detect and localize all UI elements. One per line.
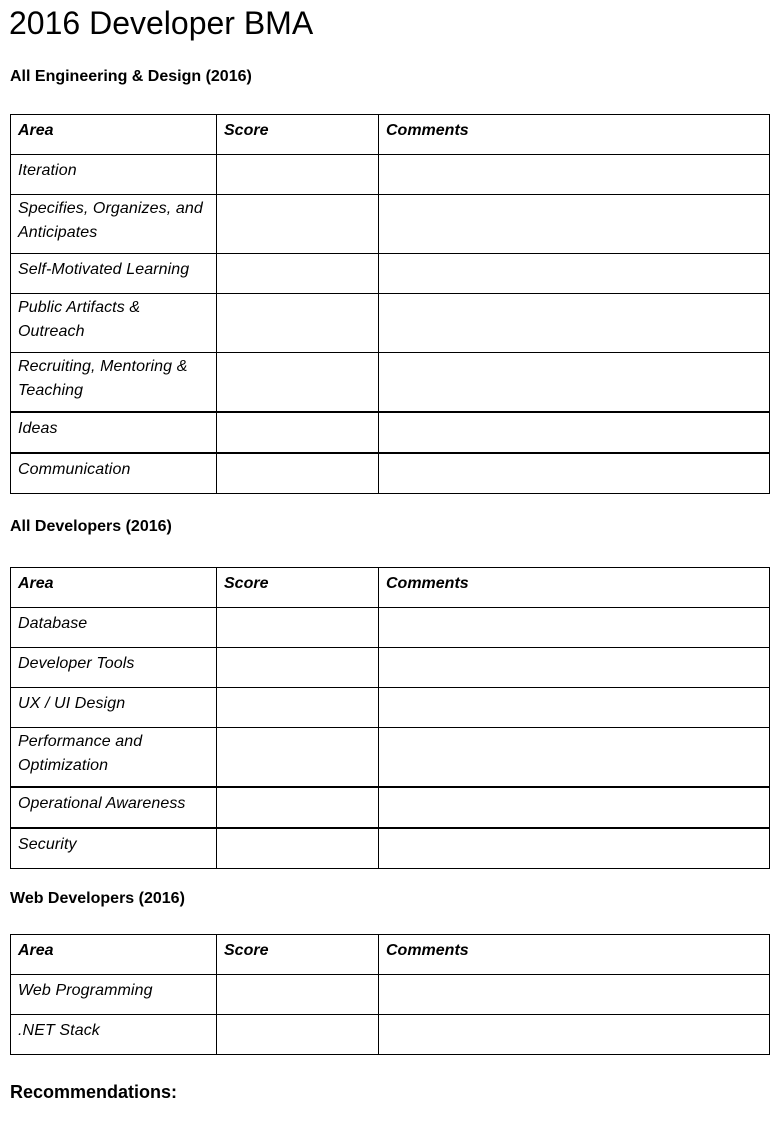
area-cell: Web Programming — [11, 975, 217, 1015]
comments-cell[interactable] — [379, 294, 770, 353]
area-cell: Security — [11, 828, 217, 869]
section-heading-engineering-design: All Engineering & Design (2016) — [10, 68, 252, 85]
table-header-row — [11, 935, 770, 975]
area-cell: Operational Awareness — [11, 787, 217, 828]
score-cell[interactable] — [217, 353, 379, 413]
comments-cell[interactable] — [379, 1015, 770, 1055]
column-header-comments: Comments — [379, 568, 770, 608]
table-row — [11, 608, 770, 648]
score-cell[interactable] — [217, 453, 379, 494]
area-cell: Public Artifacts & Outreach — [11, 294, 217, 353]
column-header-score: Score — [217, 115, 379, 155]
table-row — [11, 195, 770, 254]
comments-cell[interactable] — [379, 648, 770, 688]
section-heading-web-developers: Web Developers (2016) — [10, 890, 185, 907]
all-developers-table — [10, 567, 770, 869]
column-header-score: Score — [217, 935, 379, 975]
table-row — [11, 155, 770, 195]
area-cell: Performance and Optimization — [11, 728, 217, 788]
comments-cell[interactable] — [379, 195, 770, 254]
section-heading-all-developers: All Developers (2016) — [10, 518, 172, 535]
comments-cell[interactable] — [379, 353, 770, 413]
score-cell[interactable] — [217, 155, 379, 195]
comments-cell[interactable] — [379, 787, 770, 828]
area-cell: Ideas — [11, 412, 217, 453]
score-cell[interactable] — [217, 787, 379, 828]
score-cell[interactable] — [217, 728, 379, 788]
table-row — [11, 975, 770, 1015]
table-row — [11, 828, 770, 869]
table-row — [11, 1015, 770, 1055]
comments-cell[interactable] — [379, 975, 770, 1015]
area-cell: Recruiting, Mentoring & Teaching — [11, 353, 217, 413]
comments-cell[interactable] — [379, 412, 770, 453]
area-cell: Database — [11, 608, 217, 648]
comments-cell[interactable] — [379, 828, 770, 869]
area-cell: Specifies, Organizes, and Anticipates — [11, 195, 217, 254]
table-row — [11, 728, 770, 788]
column-header-area: Area — [11, 115, 217, 155]
area-cell: UX / UI Design — [11, 688, 217, 728]
column-header-comments: Comments — [379, 115, 770, 155]
column-header-comments: Comments — [379, 935, 770, 975]
web-developers-table — [10, 934, 770, 1055]
comments-cell[interactable] — [379, 453, 770, 494]
engineering-design-table — [10, 114, 770, 494]
score-cell[interactable] — [217, 294, 379, 353]
comments-cell[interactable] — [379, 254, 770, 294]
table-row — [11, 353, 770, 413]
comments-cell[interactable] — [379, 608, 770, 648]
score-cell[interactable] — [217, 688, 379, 728]
table-row — [11, 294, 770, 353]
table-row — [11, 254, 770, 294]
page-title: 2016 Developer BMA — [9, 5, 314, 41]
comments-cell[interactable] — [379, 688, 770, 728]
table-row — [11, 453, 770, 494]
score-cell[interactable] — [217, 828, 379, 869]
score-cell[interactable] — [217, 975, 379, 1015]
area-cell: Communication — [11, 453, 217, 494]
score-cell[interactable] — [217, 195, 379, 254]
score-cell[interactable] — [217, 412, 379, 453]
area-cell: .NET Stack — [11, 1015, 217, 1055]
recommendations-heading: Recommendations: — [10, 1082, 178, 1102]
score-cell[interactable] — [217, 608, 379, 648]
table-row — [11, 648, 770, 688]
area-cell: Developer Tools — [11, 648, 217, 688]
area-cell: Self-Motivated Learning — [11, 254, 217, 294]
table-row — [11, 412, 770, 453]
score-cell[interactable] — [217, 648, 379, 688]
table-header-row — [11, 115, 770, 155]
table-row — [11, 688, 770, 728]
comments-cell[interactable] — [379, 155, 770, 195]
score-cell[interactable] — [217, 1015, 379, 1055]
score-cell[interactable] — [217, 254, 379, 294]
comments-cell[interactable] — [379, 728, 770, 788]
area-cell: Iteration — [11, 155, 217, 195]
table-header-row — [11, 568, 770, 608]
column-header-area: Area — [11, 935, 217, 975]
column-header-score: Score — [217, 568, 379, 608]
table-row — [11, 787, 770, 828]
column-header-area: Area — [11, 568, 217, 608]
